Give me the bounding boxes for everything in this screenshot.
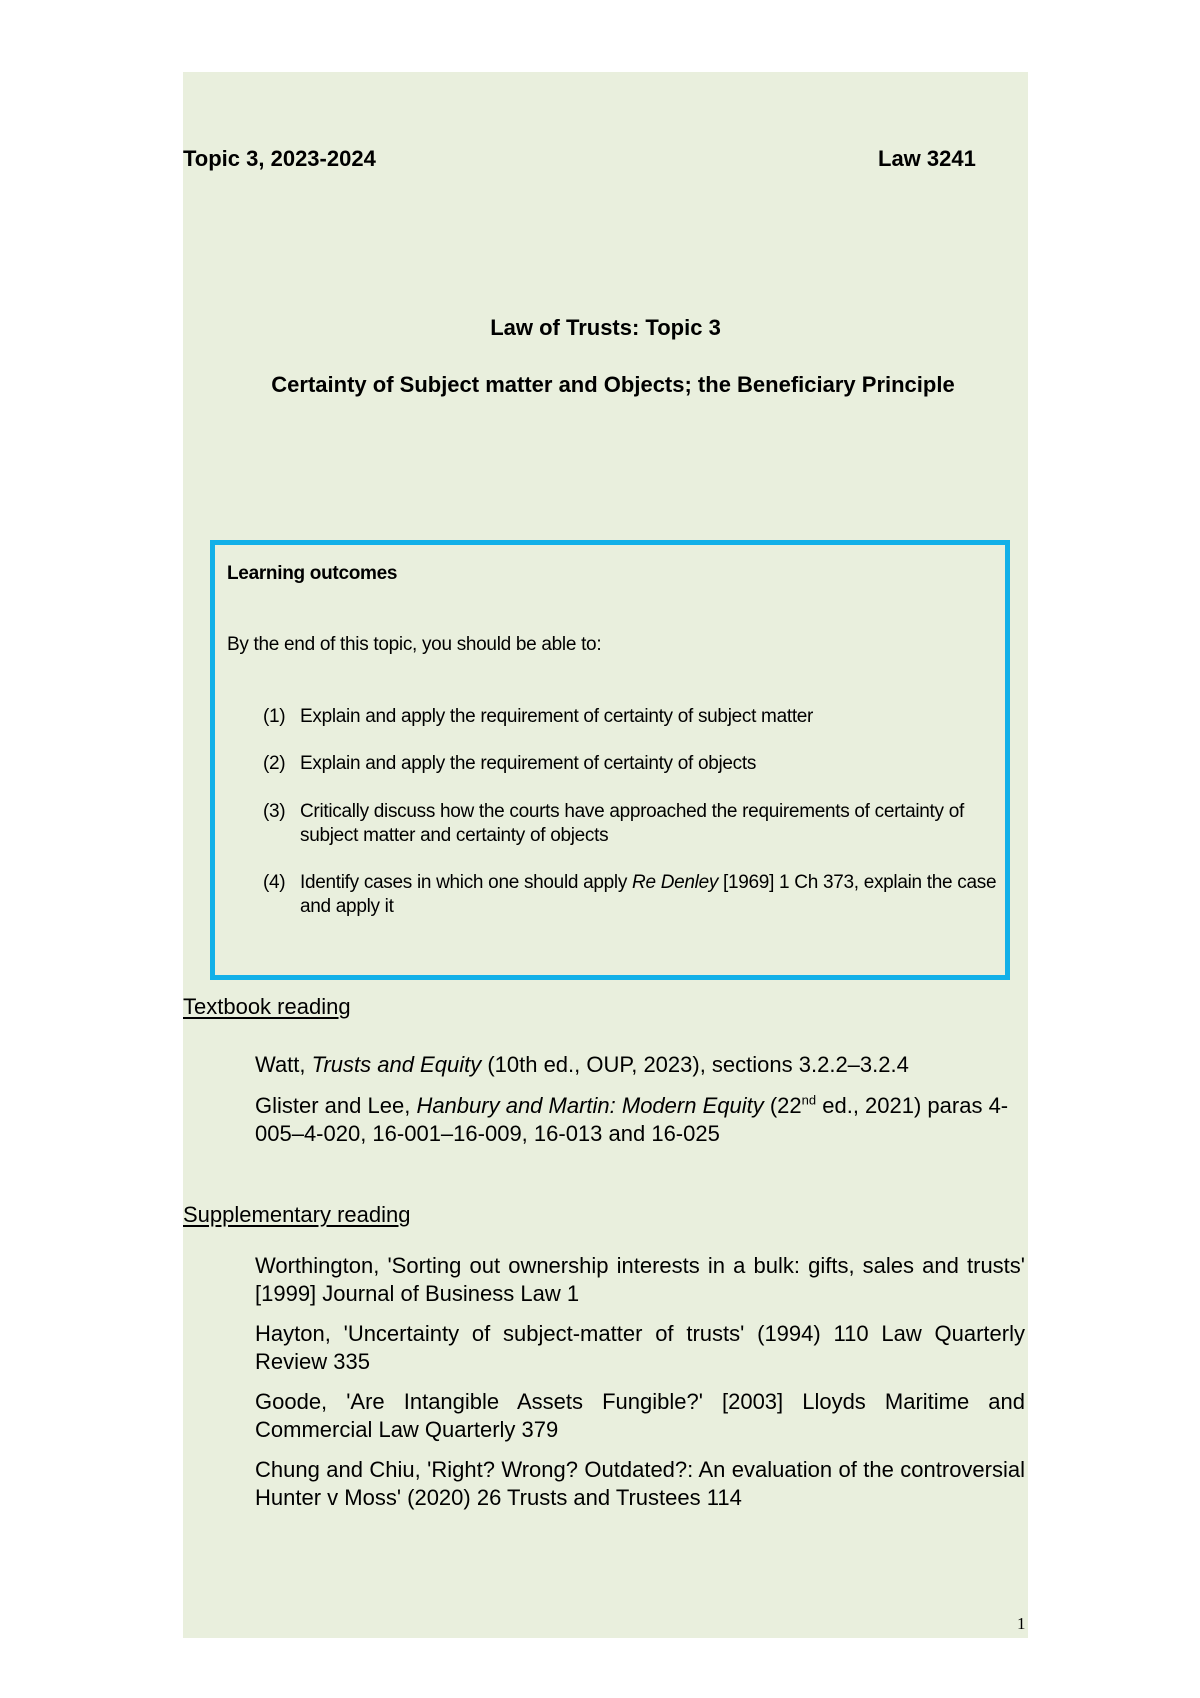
learning-outcome-item	[263, 800, 1003, 848]
reference-author: Watt,	[255, 1052, 312, 1077]
reference-title: Trusts and Equity	[311, 1052, 482, 1077]
outcome-text-part: Identify cases in which one should apply	[300, 872, 633, 893]
outcome-text	[300, 871, 1003, 919]
supplementary-reference: Hayton, 'Uncertainty of subject-matter of trusts' (1994) 110 Law Quarterly Review 335	[255, 1321, 1025, 1374]
textbook-reference	[255, 1092, 1025, 1148]
outcome-number: (1)	[263, 706, 286, 727]
textbook-reading-heading: Textbook reading	[183, 994, 351, 1019]
supplementary-reference: Chung and Chiu, 'Right? Wrong? Outdated?: An evaluation of the controversial Hunter v Moss' (2020) 26 Trusts and Trustees 114	[255, 1457, 1025, 1510]
outcome-text-part: [1969] 1 Ch 373, explain the case and apply it	[300, 872, 997, 917]
learning-outcome-item	[263, 705, 1003, 729]
outcome-text: Explain and apply the requirement of certainty of objects	[300, 753, 757, 774]
supplementary-reference: Worthington, 'Sorting out ownership interests in a bulk: gifts, sales and trusts' [1999] Journal of Business Law 1	[255, 1253, 1025, 1306]
page-number: 1	[1017, 1614, 1026, 1633]
reference-details: ed., 2021) paras 4-005–4-020, 16-001–16-009, 16-013 and 16-025	[255, 1093, 1009, 1146]
outcome-number: (3)	[263, 801, 286, 822]
ordinal-suffix: nd	[801, 1092, 817, 1108]
page-subtitle: Certainty of Subject matter and Objects; the Beneficiary Principle	[271, 372, 955, 397]
header-topic-year: Topic 3, 2023-2024	[183, 146, 376, 171]
reference-details: (10th ed., OUP, 2023), sections 3.2.2–3.2.4	[481, 1052, 909, 1077]
outcome-number: (4)	[263, 872, 286, 893]
outcome-text: Critically discuss how the courts have approached the requirements of certainty of subject matter and certainty of objects	[300, 801, 964, 846]
reference-details: (22	[763, 1093, 802, 1118]
outcome-number: (2)	[263, 753, 286, 774]
learning-outcome-item	[263, 871, 1003, 919]
supplementary-reference: Goode, 'Are Intangible Assets Fungible?' [2003] Lloyds Maritime and Commercial Law Quarterly 379	[255, 1389, 1025, 1442]
header-course-code: Law 3241	[878, 146, 976, 171]
page-title: Law of Trusts: Topic 3	[490, 315, 721, 340]
case-name: Re Denley	[632, 872, 719, 893]
learning-outcomes-heading: Learning outcomes	[227, 563, 398, 584]
learning-outcome-item	[263, 752, 1003, 776]
supplementary-reading-heading: Supplementary reading	[183, 1202, 411, 1227]
reference-title: Hanbury and Martin: Modern Equity	[416, 1093, 764, 1118]
outcome-text: Explain and apply the requirement of certainty of subject matter	[300, 706, 814, 727]
reference-author: Glister and Lee,	[255, 1093, 417, 1118]
learning-outcomes-intro: By the end of this topic, you should be able to:	[227, 634, 602, 655]
textbook-reference	[255, 1051, 1025, 1079]
